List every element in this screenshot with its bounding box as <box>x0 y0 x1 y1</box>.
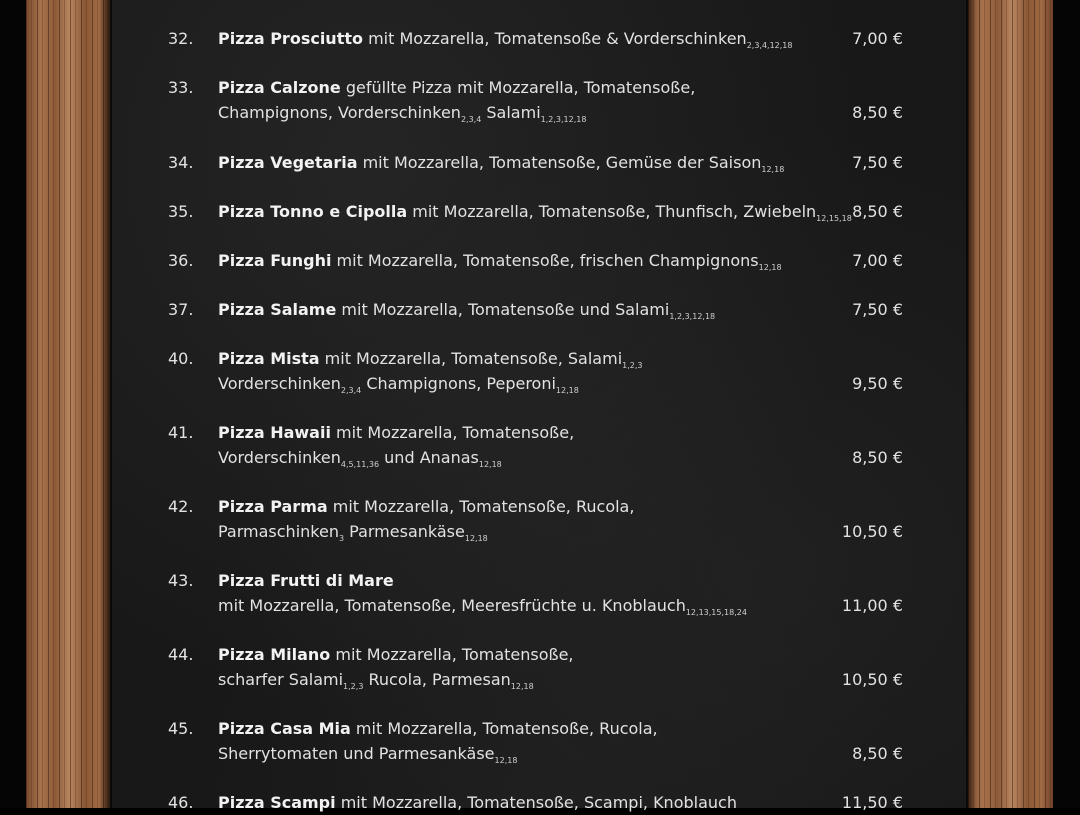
wood-frame-left <box>26 0 110 808</box>
item-name: Pizza Hawaii <box>218 423 331 442</box>
item-price: 8,50 € <box>852 103 903 122</box>
item-description <box>218 420 848 470</box>
allergen-codes: 12,18 <box>758 263 782 272</box>
item-price: 9,50 € <box>852 374 903 393</box>
allergen-codes: 1,2,3 <box>343 682 364 691</box>
item-text: mit Mozzarella, Tomatensoße, Scampi, Knoblauch <box>335 793 737 812</box>
item-description <box>218 75 848 125</box>
allergen-codes: 2,3,4,12,18 <box>746 41 793 50</box>
item-description <box>218 568 848 618</box>
item-description <box>218 642 848 692</box>
chalkboard-menu <box>110 0 968 812</box>
item-price: 10,50 € <box>841 670 903 689</box>
allergen-codes: 12,18 <box>555 386 579 395</box>
item-text: mit Mozzarella, Tomatensoße, Gemüse der Saison <box>357 153 762 172</box>
item-name: Pizza Mista <box>218 349 320 368</box>
left-black-edge <box>0 0 26 808</box>
item-number: 41. <box>168 423 194 442</box>
item-name: Pizza Funghi <box>218 251 332 270</box>
item-text: mit Mozzarella, Tomatensoße, Salami <box>319 349 623 368</box>
allergen-codes: 2,3,4 <box>460 115 482 124</box>
item-price: 7,00 € <box>852 251 903 270</box>
item-name: Pizza Scampi <box>218 793 336 812</box>
item-text: gefüllte Pizza mit Mozzarella, Tomatensoße, <box>340 78 696 97</box>
item-description <box>218 297 848 322</box>
item-price: 8,50 € <box>852 744 903 763</box>
item-name: Pizza Salame <box>218 300 337 319</box>
allergen-codes: 12,18 <box>761 165 785 174</box>
item-description <box>218 790 848 815</box>
allergen-codes: 12,18 <box>464 534 488 543</box>
item-price: 8,50 € <box>852 448 903 467</box>
item-description <box>218 150 848 175</box>
allergen-codes: 3 <box>338 534 345 543</box>
item-text: mit Mozzarella, Tomatensoße, Thunfisch, Zwiebeln <box>407 202 817 221</box>
item-text: und Ananas <box>379 448 479 467</box>
item-text: mit Mozzarella, Tomatensoße, frischen Champignons <box>331 251 759 270</box>
item-number: 36. <box>168 251 194 270</box>
item-number: 45. <box>168 719 194 738</box>
item-name: Pizza Vegetaria <box>218 153 358 172</box>
item-price: 7,50 € <box>852 153 903 172</box>
item-price: 7,00 € <box>852 29 903 48</box>
item-name: Pizza Casa Mia <box>218 719 351 738</box>
item-text: Parmaschinken <box>218 522 339 541</box>
item-number: 33. <box>168 78 194 97</box>
item-text: Salami <box>481 103 541 122</box>
item-number: 43. <box>168 571 194 590</box>
item-text: Rucola, Parmesan <box>363 670 511 689</box>
item-number: 37. <box>168 300 194 319</box>
item-description <box>218 26 848 51</box>
item-price: 11,00 € <box>841 596 903 615</box>
frame-shadow-left <box>100 0 112 808</box>
allergen-codes: 12,18 <box>494 756 518 765</box>
item-name: Pizza Tonno e Cipolla <box>218 202 408 221</box>
allergen-codes: 12,18 <box>478 460 502 469</box>
item-price: 7,50 € <box>852 300 903 319</box>
allergen-codes: 1,2,3,12,18 <box>669 312 716 321</box>
allergen-codes: 12,15,18 <box>816 214 852 223</box>
item-price: 10,50 € <box>841 522 903 541</box>
item-number: 35. <box>168 202 194 221</box>
item-number: 40. <box>168 349 194 368</box>
item-name: Pizza Frutti di Mare <box>218 571 394 590</box>
frame-shadow-right <box>966 0 976 808</box>
item-name: Pizza Prosciutto <box>218 29 363 48</box>
item-description <box>218 716 848 766</box>
wood-frame-right <box>968 0 1053 808</box>
item-text: mit Mozzarella, Tomatensoße, <box>330 645 574 664</box>
item-description <box>218 248 848 273</box>
item-text: mit Mozzarella, Tomatensoße, Rucola, <box>327 497 635 516</box>
item-price: 8,50 € <box>852 202 903 221</box>
item-text: mit Mozzarella, Tomatensoße, Meeresfrüchte u. Knoblauch <box>218 596 686 615</box>
item-number: 32. <box>168 29 194 48</box>
item-text: mit Mozzarella, Tomatensoße und Salami <box>336 300 670 319</box>
item-description <box>218 346 848 396</box>
item-number: 44. <box>168 645 194 664</box>
allergen-codes: 4,5,11,36 <box>340 460 380 469</box>
item-name: Pizza Parma <box>218 497 328 516</box>
allergen-codes: 1,2,3 <box>622 361 643 370</box>
item-text: Parmesankäse <box>344 522 465 541</box>
item-description <box>218 494 848 544</box>
item-text: Vorderschinken <box>218 448 341 467</box>
item-description <box>218 199 852 224</box>
item-text: scharfer Salami <box>218 670 344 689</box>
item-text: Champignons, Peperoni <box>361 374 556 393</box>
item-number: 34. <box>168 153 194 172</box>
item-name: Pizza Milano <box>218 645 331 664</box>
item-number: 46. <box>168 793 194 812</box>
item-price: 11,50 € <box>841 793 903 812</box>
allergen-codes: 1,2,3,12,18 <box>540 115 587 124</box>
item-text: Champignons, Vorderschinken <box>218 103 461 122</box>
right-black-edge <box>1053 0 1080 808</box>
allergen-codes: 12,18 <box>510 682 534 691</box>
item-name: Pizza Calzone <box>218 78 341 97</box>
allergen-codes: 12,13,15,18,24 <box>685 608 747 617</box>
item-text: Sherrytomaten und Parmesankäse <box>218 744 495 763</box>
item-text: mit Mozzarella, Tomatensoße, Rucola, <box>350 719 658 738</box>
allergen-codes: 2,3,4 <box>340 386 362 395</box>
item-text: Vorderschinken <box>218 374 341 393</box>
item-number: 42. <box>168 497 194 516</box>
item-text: mit Mozzarella, Tomatensoße & Vorderschinken <box>362 29 747 48</box>
item-text: mit Mozzarella, Tomatensoße, <box>330 423 575 442</box>
